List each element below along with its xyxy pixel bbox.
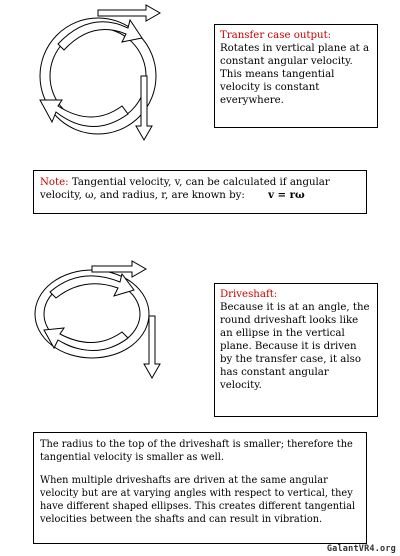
formula-note bbox=[33, 170, 367, 214]
curved-arrow-icon bbox=[50, 274, 134, 298]
explanation-note bbox=[33, 432, 367, 544]
vertical-arrow-icon bbox=[136, 76, 152, 140]
curved-arrow-icon bbox=[40, 100, 128, 127]
driveshaft-title: Driveshaft: bbox=[220, 289, 278, 300]
note-body: Tangential velocity, v, can be calculated if angular velocity, ω, and radius, r, are known by: bbox=[40, 177, 330, 201]
transfer-case-body: Rotates in vertical plane at a constant angular velocity. This means tangential velocity is constant everywhere. bbox=[220, 43, 370, 106]
transfer-case-note bbox=[214, 24, 378, 128]
curved-arrow-icon bbox=[44, 328, 128, 351]
explanation-paragraph-1: The radius to the top of the driveshaft is smaller; therefore the tangential velocity is smaller as well. bbox=[40, 439, 353, 463]
explanation-paragraph-2: When multiple driveshafts are driven at the same angular velocity but are at varying angles with respect to vertical, they have different shaped ellipses. This creates different tangential velocities between the shafts and can result in vibration. bbox=[40, 475, 356, 525]
note-label: Note: bbox=[40, 177, 69, 188]
driveshaft-body: Because it is at an angle, the round driveshaft looks like an ellipse in the vertical plane. Because it is driven by the transfer case, it also has constant angular velocity. bbox=[220, 302, 370, 391]
driveshaft-note bbox=[214, 283, 378, 417]
watermark: GalantVR4.org bbox=[326, 544, 396, 554]
vertical-arrow-icon bbox=[144, 316, 160, 378]
transfer-case-title: Transfer case output: bbox=[220, 30, 332, 41]
velocity-formula: v = rω bbox=[268, 189, 305, 201]
